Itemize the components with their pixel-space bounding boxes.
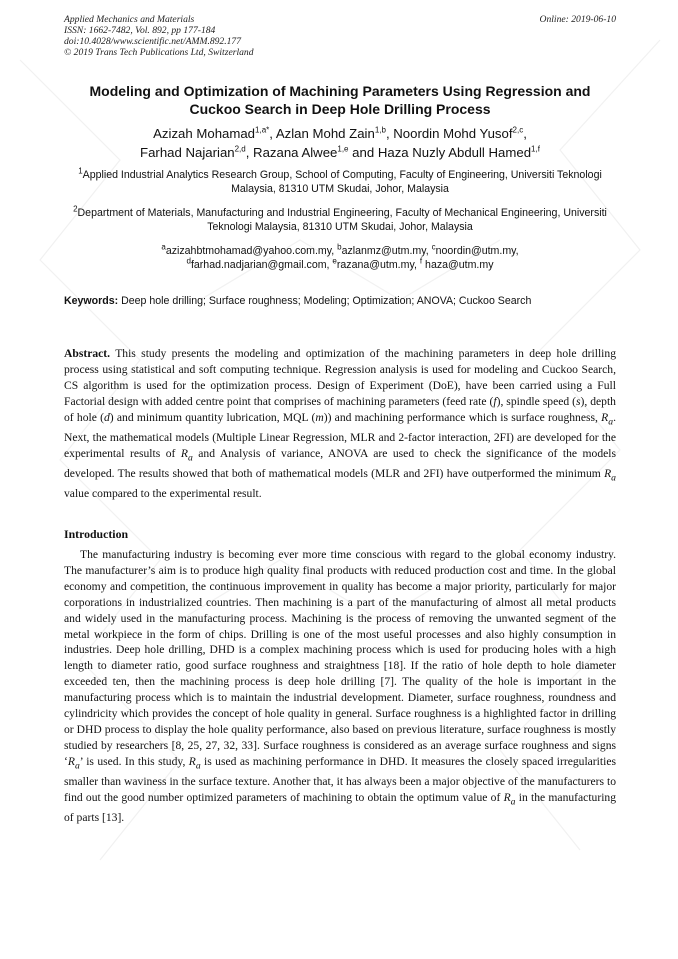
author-name: Farhad Najarian	[140, 145, 235, 160]
online-date: Online: 2019-06-10	[539, 14, 616, 25]
affiliation-1	[64, 168, 616, 196]
author-superscript: 1,b	[374, 125, 386, 135]
email-link[interactable]: noordin@utm.my	[435, 245, 516, 257]
abstract	[64, 346, 616, 502]
email-link[interactable]: azizahbtmohamad@yahoo.com.my	[165, 245, 332, 257]
email-marker: b	[337, 242, 342, 252]
email-marker: d	[186, 256, 191, 266]
math-subscript: a	[510, 796, 516, 808]
author-superscript: 1,f	[531, 144, 540, 154]
email-marker: a	[161, 242, 166, 252]
email-separator: ,	[413, 259, 420, 271]
author-name: , Razana Alwee	[245, 145, 338, 160]
author-name: , Azlan Mohd Zain	[269, 126, 375, 141]
intro-text: The manufacturing industry is becoming ever more time conscious with regard to the global economy industry. The manufacturer’s aim is to produce high quality final products with reduced production cost and time. In the global economy and competition, the continuous improvement in quality has become a major priority, particularly for major corporations in industrialized countries. Then machining is a part of the manufacturing of almost all metal products and widely used in the manufacturing process. Machining is the process of removing the unwanted segment of the metal workpiece in the form of chips. Drilling is one of the most useful processes and also highly consumption in industries. Deep hole drilling, DHD is a complex machining process which is used for producing holes with a high length to diameter ratio, good surface roughness and straightness [18]. If the ratio of hole depth to hole diameter exceeded ten, then the machining process is deep hole drilling [7]. The quality of the hole is important in the manufacturing process which is to maintain the industrial development. Diameter, surface roughness, roundness and cylindricity which provides the concept of hole quality in general. Surface roughness is a highlighted factor in drilling or DHD process to display the hole quality performance, also based on previous literature, surface roughness is mostly studied by researchers [8, 25, 27, 32, 33]. Surface roughness is considered as an average surface roughness and signs ‘	[64, 548, 616, 768]
author-separator: ,	[523, 126, 527, 141]
author-name: , Noordin Mohd Yusof	[385, 126, 513, 141]
abstract-text: ), depth of hole (	[64, 394, 616, 424]
introduction-paragraph	[64, 547, 616, 826]
math-subscript: a	[608, 415, 614, 427]
intro-text: is used as machining performance in DHD. It measures the closely spaced irregularities smaller than waviness in the surface texture. Another that, it has always been a major objective of the manufacturers to find out the good number optimized parameters of machining to obtain the optimum value of	[64, 754, 616, 804]
math-var: s	[575, 394, 581, 408]
author-name: Azizah Mohamad	[153, 126, 256, 141]
paper-title: Modeling and Optimization of Machining Parameters Using Regression and Cuckoo Search in Deep Hole Drilling Process	[89, 83, 591, 117]
abstract-label: Abstract.	[64, 347, 111, 360]
author-list	[64, 124, 616, 162]
keywords-text: Deep hole drilling; Surface roughness; Modeling; Optimization; ANOVA; Cuckoo Search	[121, 295, 532, 307]
keywords	[64, 294, 616, 308]
math-var: R	[601, 410, 609, 424]
abstract-text: value compared to the experimental result.	[64, 487, 262, 501]
affiliation-number: 2	[73, 204, 78, 214]
math-var: R	[188, 754, 196, 768]
email-separator: ,	[331, 245, 338, 257]
affiliation-text: Applied Industrial Analytics Research Group, School of Computing, Faculty of Engineering, Universiti Teknologi Malaysia, 81310 UTM Skudai, Johor, Malaysia	[82, 169, 602, 195]
email-link[interactable]: azlanmz@utm.my	[341, 245, 426, 257]
math-subscript: a	[195, 760, 201, 772]
abstract-text: )) and machining performance which is surface roughness,	[323, 410, 602, 424]
math-var: m	[315, 410, 324, 424]
math-var: d	[104, 410, 110, 424]
intro-text: ’ is used. In this study,	[79, 754, 189, 768]
affiliation-text: Department of Materials, Manufacturing and Industrial Engineering, Faculty of Mechanical Engineering, Universiti Teknologi Malaysia, 81310 UTM Skudai, Johor, Malaysia	[77, 207, 607, 233]
journal-name: Applied Mechanics and Materials	[64, 14, 195, 25]
abstract-text: This study presents the modeling and optimization of the machining parameters in deep hole drilling process using statistical and soft computing technique. Regression analysis is used for modeling and Cuckoo Search, CS algorithm is used for the optimization process. Design of Experiment (DoE), have been carried using a Full Factorial design with added centre point that comprises of machining parameters (feed rate (	[64, 347, 616, 408]
email-marker: c	[431, 242, 436, 252]
copyright-line: © 2019 Trans Tech Publications Ltd, Switzerland	[64, 47, 254, 58]
author-name: and Haza Nuzly Abdull Hamed	[348, 145, 532, 160]
section-heading-introduction: Introduction	[64, 527, 129, 541]
author-superscript: 2,d	[234, 144, 246, 154]
math-var: f	[493, 394, 497, 408]
email-separator: ,	[425, 245, 432, 257]
email-link[interactable]: haza@utm.my	[425, 259, 494, 271]
math-subscript: a	[611, 472, 616, 484]
email-link[interactable]: razana@utm.my	[336, 259, 414, 271]
doi-line: doi:10.4028/www.scientific.net/AMM.892.177	[64, 36, 242, 47]
abstract-text: and Analysis of variance, ANOVA are used to check the significance of the models developed. The results showed that both of mathematical models (MLR and 2FI) have outperformed the minimum	[64, 446, 616, 480]
email-link[interactable]: farhad.nadjarian@gmail.com	[190, 259, 327, 271]
author-superscript: 1,a*	[255, 125, 270, 135]
math-subscript: a	[187, 452, 193, 464]
author-superscript: 1,e	[337, 144, 349, 154]
email-list: $^a$azizahbtmohamad@yahoo.com.my, $^b$azlanmz@utm.my, $^c$noordin@utm.my, $^d$farhad.nadjarian@gmail.com, $^e$razana@utm.my, $^f$ haza@utm.my	[161, 242, 519, 271]
email-marker: f	[419, 256, 423, 266]
math-var: R	[604, 466, 612, 480]
abstract-text: ) and minimum quantity lubrication, MQL (	[109, 410, 316, 424]
affiliation-2	[64, 206, 616, 234]
math-var: R	[67, 754, 75, 768]
author-superscript: 2,c	[512, 125, 524, 135]
email-separator: ,	[326, 259, 333, 271]
keywords-label: Keywords:	[64, 295, 119, 307]
journal-header	[64, 14, 616, 58]
math-var: R	[180, 446, 188, 460]
math-var: R	[503, 790, 511, 804]
issn-line: ISSN: 1662-7482, Vol. 892, pp 177-184	[64, 25, 216, 36]
abstract-text: . Next, the mathematical models (Multiple Linear Regression, MLR and 2-factor interaction, 2FI) are developed for the experimental results of	[64, 410, 616, 460]
affiliation-number: 1	[78, 166, 83, 176]
email-marker: e	[332, 256, 337, 266]
intro-text: in the manufacturing of parts [13].	[64, 790, 617, 825]
abstract-text: ), spindle speed (	[496, 394, 576, 408]
math-subscript: a	[74, 760, 80, 772]
